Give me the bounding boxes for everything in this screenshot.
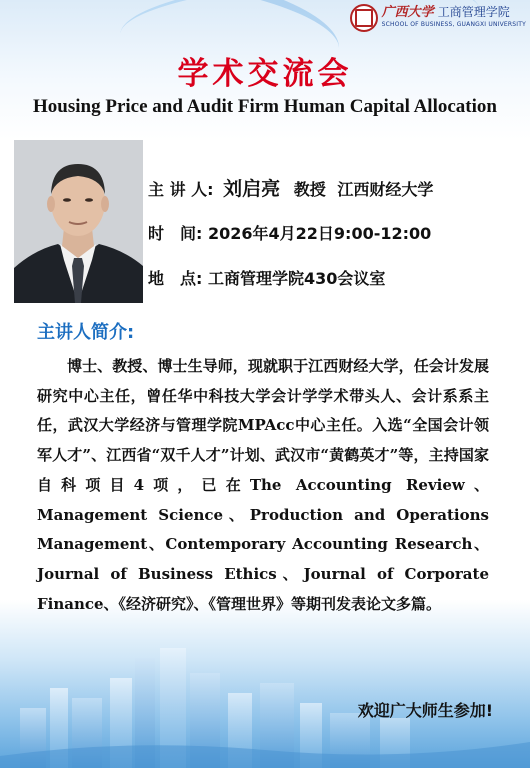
speaker-affiliation: 江西财经大学	[337, 180, 434, 199]
location-info	[148, 266, 385, 289]
university-emblem-icon	[350, 4, 378, 32]
logo-calligraphy: 广西大学	[381, 5, 434, 20]
time-label: 时 间:	[148, 224, 203, 243]
speaker-position: 教授	[293, 180, 326, 199]
location-value: 工商管理学院430会议室	[207, 269, 386, 288]
university-logo	[350, 4, 526, 38]
welcome-message: 欢迎广大师生参加!	[357, 701, 493, 720]
speaker-info	[148, 174, 433, 201]
intro-heading: 主讲人简介:	[37, 322, 135, 343]
speaker-name: 刘启亮	[223, 178, 281, 200]
speaker-bio: 博士、教授、博士生导师，现就职于江西财经大学，任会计发展研究中心主任，曾任华中科技大学会计学学术带头人、会计系系主任，武汉大学经济与管理学院MPAcc中心主任。入选“全国会计领军人才”、江西省“双千人才”计划、武汉市“黄鹤英才”等，主持国家自科项目4项，已在The Accounting Review、Management Science、Production and Operations Management、Contemporary Accounting Research、Journal of Business Ethics、Journal of Corporate Finance、《经济研究》、《管理世界》等期刊发表论文多篇。	[37, 357, 489, 613]
time-value: 2026年4月22日9:00-12:00	[207, 224, 432, 243]
logo-school-name: 工商管理学院	[437, 5, 510, 19]
speaker-label: 主 讲 人:	[148, 180, 214, 199]
talk-title: Housing Price and Audit Firm Human Capital Allocation	[33, 96, 497, 117]
page-title: 学术交流会	[177, 56, 353, 92]
location-label: 地 点:	[148, 269, 203, 288]
speaker-photo	[14, 140, 143, 303]
logo-english-name: SCHOOL OF BUSINESS, GUANGXI UNIVERSITY	[381, 21, 526, 28]
time-info	[148, 221, 431, 244]
